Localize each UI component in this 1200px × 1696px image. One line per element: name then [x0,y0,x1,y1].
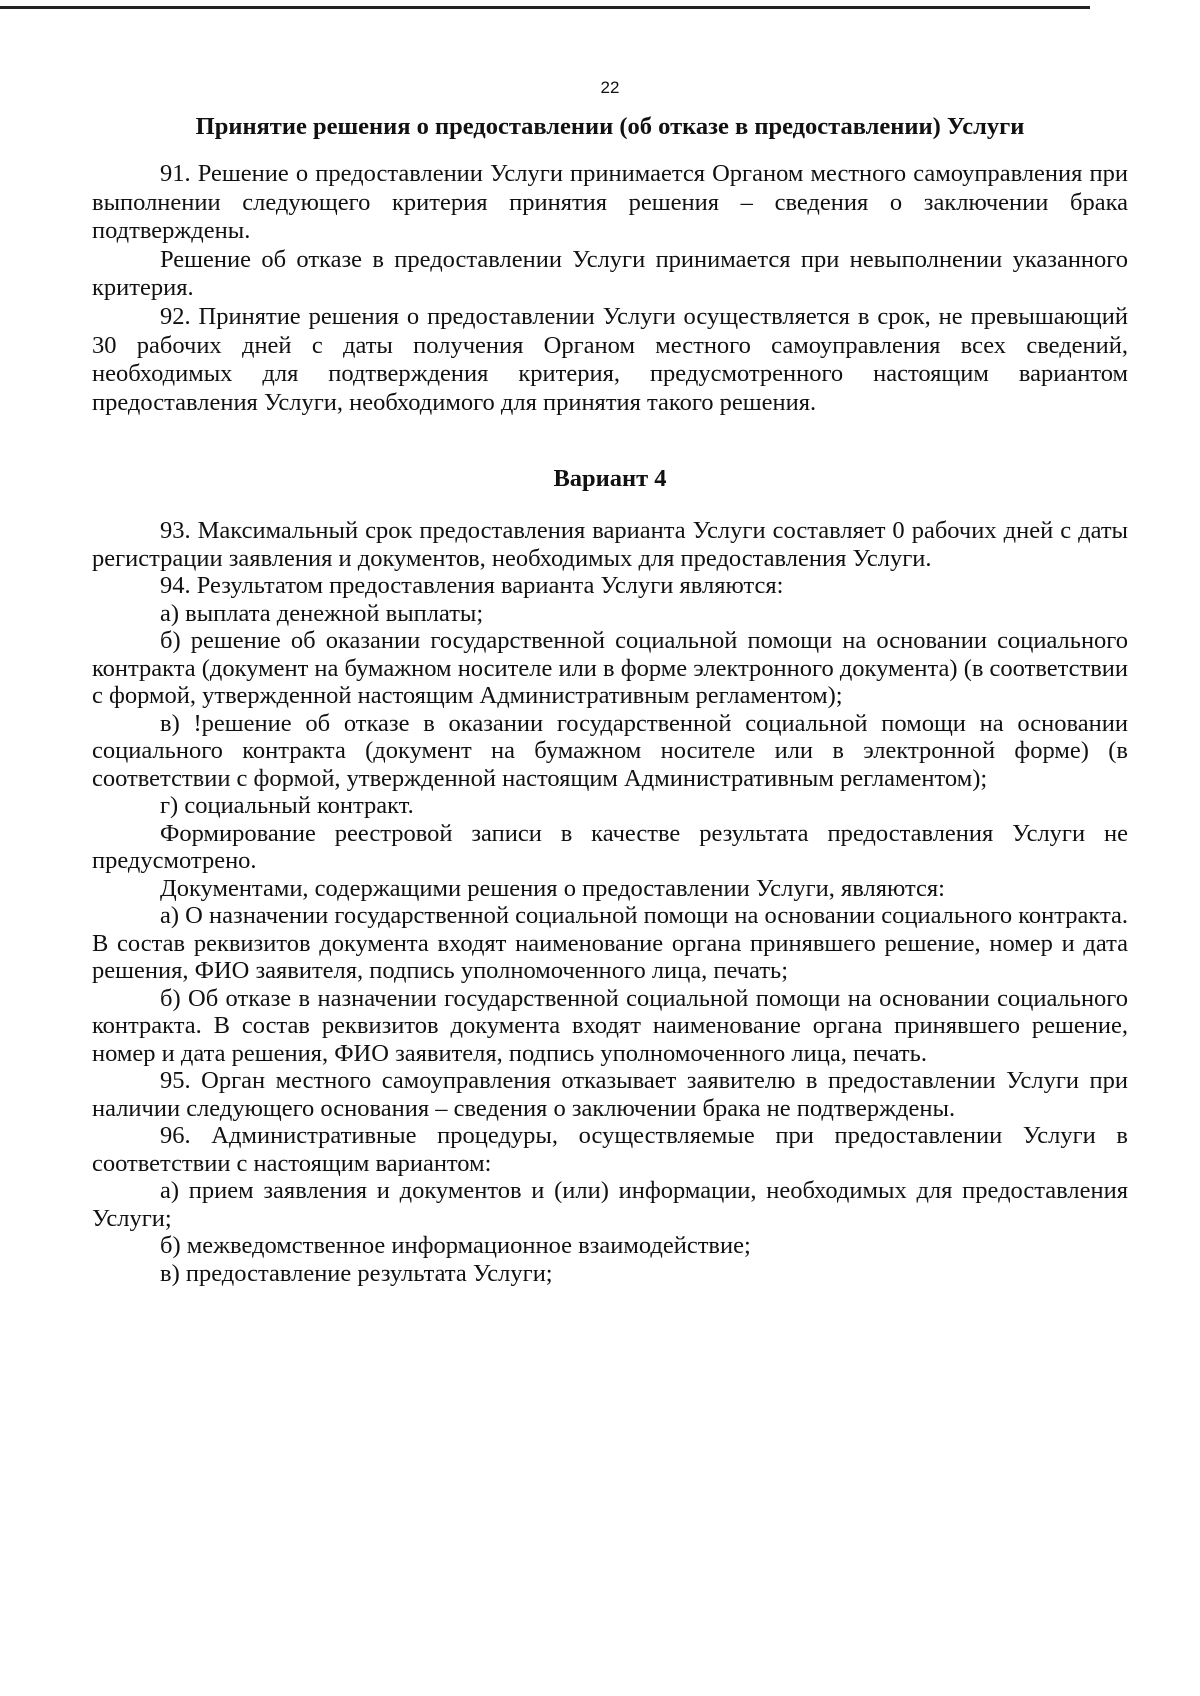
paragraph-95: 95. Орган местного самоуправления отказывает заявителю в предоставлении Услуги при наличии следующего основания – сведения о заключении брака не подтверждены. [92,1067,1128,1122]
list-item-94-v: в) !решение об отказе в оказании государственной социальной помощи на основании социального контракта (документ на бумажном носителе или в электронной форме) (в соответствии с формой, утвержденной настоящим Административным регламентом); [92,709,1128,792]
paragraph-92: 92. Принятие решения о предоставлении Услуги осуществляется в срок, не превышающий 30 рабочих дней с даты получения Органом местного самоуправления всех сведений, необходимых для подтверждения критерия, предусмотренного настоящим вариантом предоставления Услуги, необходимого для принятия такого решения. [92,302,1128,416]
paragraph-94: 94. Результатом предоставления варианта Услуги являются: [160,572,784,599]
section-heading-variant-4: Вариант 4 [553,465,667,492]
list-item-94-a: а) выплата денежной выплаты; [160,599,484,627]
section-heading-decision: Принятие решения о предоставлении (об отказе в предоставлении) Услуги [195,113,1025,140]
section-variant-4-body [92,517,1128,1287]
paragraph-decision-documents: Документами, содержащими решения о предоставлении Услуги, являются: [160,874,945,902]
top-rule [0,6,1090,9]
section-decision-body [92,160,1128,417]
list-item-documents-a: а) О назначении государственной социальной помощи на основании социального контракта. В состав реквизитов документа входят наименование органа принявшего решение, номер и дата решения, ФИО заявителя, подпись уполномоченного лица, печать; [92,902,1128,984]
list-item-94-b: б) решение об оказании государственной социальной помощи на основании социального контракта (документ на бумажном носителе или в форме электронного документа) (в соответствии с формой, утвержденной настоящим Административным регламентом); [92,627,1128,709]
paragraph-91: 91. Решение о предоставлении Услуги принимается Органом местного самоуправления при выполнении следующего критерия принятия решения – сведения о заключении брака подтверждены. [92,160,1128,245]
list-item-96-v: в) предоставление результата Услуги; [160,1259,553,1287]
paragraph-refusal-decision: Решение об отказе в предоставлении Услуги принимается при невыполнении указанного критерия. [92,245,1128,302]
paragraph-93: 93. Максимальный срок предоставления варианта Услуги составляет 0 рабочих дней с даты регистрации заявления и документов, необходимых для предоставления Услуги. [92,517,1128,572]
list-item-documents-b: б) Об отказе в назначении государственной социальной помощи на основании социального контракта. В состав реквизитов документа входят наименование органа принявшего решение, номер и дата решения, ФИО заявителя, подпись уполномоченного лица, печать. [92,984,1128,1067]
paragraph-96: 96. Административные процедуры, осуществляемые при предоставлении Услуги в соответствии с настоящим вариантом: [92,1122,1128,1177]
list-item-96-a: а) прием заявления и документов и (или) информации, необходимых для предоставления Услуги; [92,1177,1128,1232]
list-item-96-b: б) межведомственное информационное взаимодействие; [160,1232,751,1259]
paragraph-registry-record: Формирование реестровой записи в качестве результата предоставления Услуги не предусмотрено. [92,819,1128,874]
list-item-94-g: г) социальный контракт. [160,792,414,819]
page-number: 22 [600,78,620,97]
